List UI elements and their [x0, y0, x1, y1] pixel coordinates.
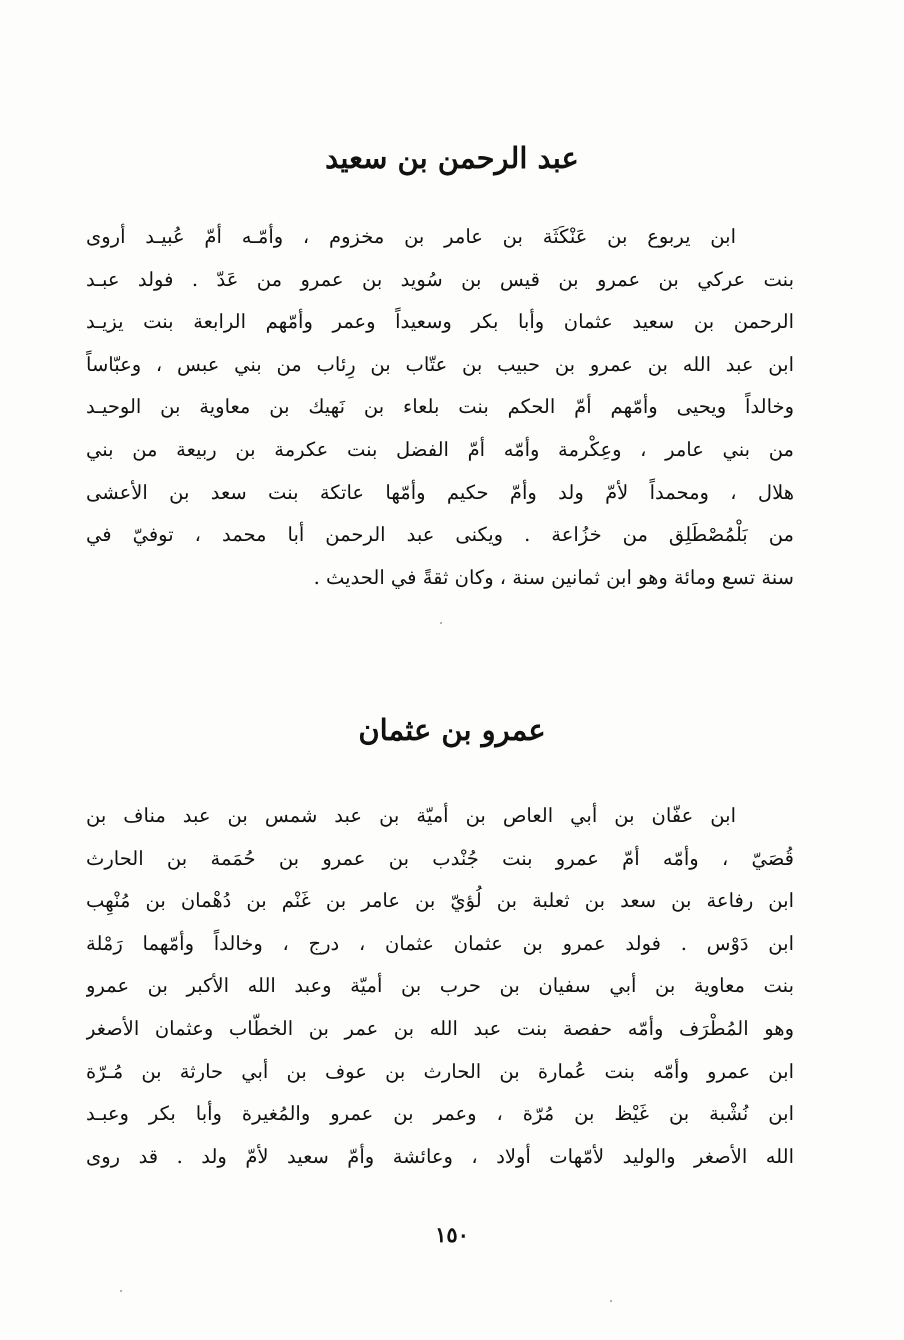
text-line: ابن رفاعة بن سعد بن ثعلبة بن لُؤيّ بن عامر بن غَنْم بن دُهْمان بن مُنْهِب [86, 889, 794, 913]
text-line: الرحمن بن سعيد عثمان وأبا بكر وسعيداً وعمر وأمّهم الرابعة بنت يزيـد [86, 310, 794, 334]
text-line: ابن عمرو وأمّه بنت عُمارة بن الحارث بن عوف بن أبي حارثة بن مُـرّة [86, 1059, 794, 1083]
section-body-abd-al-rahman [86, 216, 794, 599]
page-number: ١٥٠ [435, 1222, 469, 1247]
text-line: بنت معاوية بن أبي سفيان بن حرب بن أميّة وعبد الله الأكبر بن عمرو [86, 974, 794, 998]
text-line: ابن نُشْبة بن غَيْظ بن مُرّة ، وعمر بن عمرو والمُغيرة وأبا بكر وعبـد [86, 1102, 794, 1126]
text-line: ابن دَوْس . فولد عمرو بن عثمان عثمان ، درج ، وخالداً وأمّهما رَمْلة [86, 931, 794, 955]
section-title-abd-al-rahman: عبد الرحمن بن سعيد [325, 141, 579, 175]
text-line: من بَلْمُصْطَلِق من خزُاعة . ويكنى عبد الرحمن أبا محمد ، توفيّ في [86, 523, 794, 547]
text-line: سنة تسع ومائة وهو ابن ثمانين سنة ، وكان ثقةً في الحديث . [313, 565, 794, 589]
text-line: ابن عفّان بن أبي العاص بن أميّة بن عبد شمس بن عبد مناف بن [86, 804, 736, 827]
text-line: وهو المُطْرَف وأمّه حفصة بنت عبد الله بن عمر بن الخطّاب وعثمان الأصغر [86, 1016, 794, 1040]
section-body-amr-ibn-uthman [86, 795, 794, 1178]
text-line: ابن يربوع بن عَنْكَثَة بن عامر بن مخزوم ، وأمّـه أمّ عُبيـد أروى [86, 225, 736, 248]
paper-speck [440, 622, 442, 624]
text-line: الله الأصغر والوليد لأمّهات أولاد ، وعائشة وأمّ سعيد لأمّ ولد . قد روى [86, 1144, 794, 1168]
text-line: قُصَيّ ، وأمّه أمّ عمرو بنت جُنْدب بن عمرو بن حُمَمة بن الحارث [86, 846, 794, 870]
text-line: بنت عركي بن عمرو بن قيس بن سُويد بن عمرو من عَدّ . فولد عبـد [86, 267, 794, 291]
paper-speck [610, 1300, 612, 1302]
text-line: هلال ، ومحمداً لأمّ ولد وأمّ حكيم وأمّها عاتكة بنت سعد بن الأعشى [86, 480, 794, 504]
paper-speck [120, 1290, 122, 1292]
text-line: من بني عامر ، وعِكْرمة وأمّه أمّ الفضل بنت عكرمة بن ربيعة من بني [86, 437, 794, 461]
section-title-amr-ibn-uthman: عمرو بن عثمان [358, 713, 546, 747]
text-line: وخالداً ويحيى وأمّهم أمّ الحكم بنت بلعاء بن نَهيك بن معاوية بن الوحيـد [86, 395, 794, 419]
text-line: ابن عبد الله بن عمرو بن حبيب بن عتّاب بن رِئاب من بني عبس ، وعبّاساً [86, 352, 794, 376]
